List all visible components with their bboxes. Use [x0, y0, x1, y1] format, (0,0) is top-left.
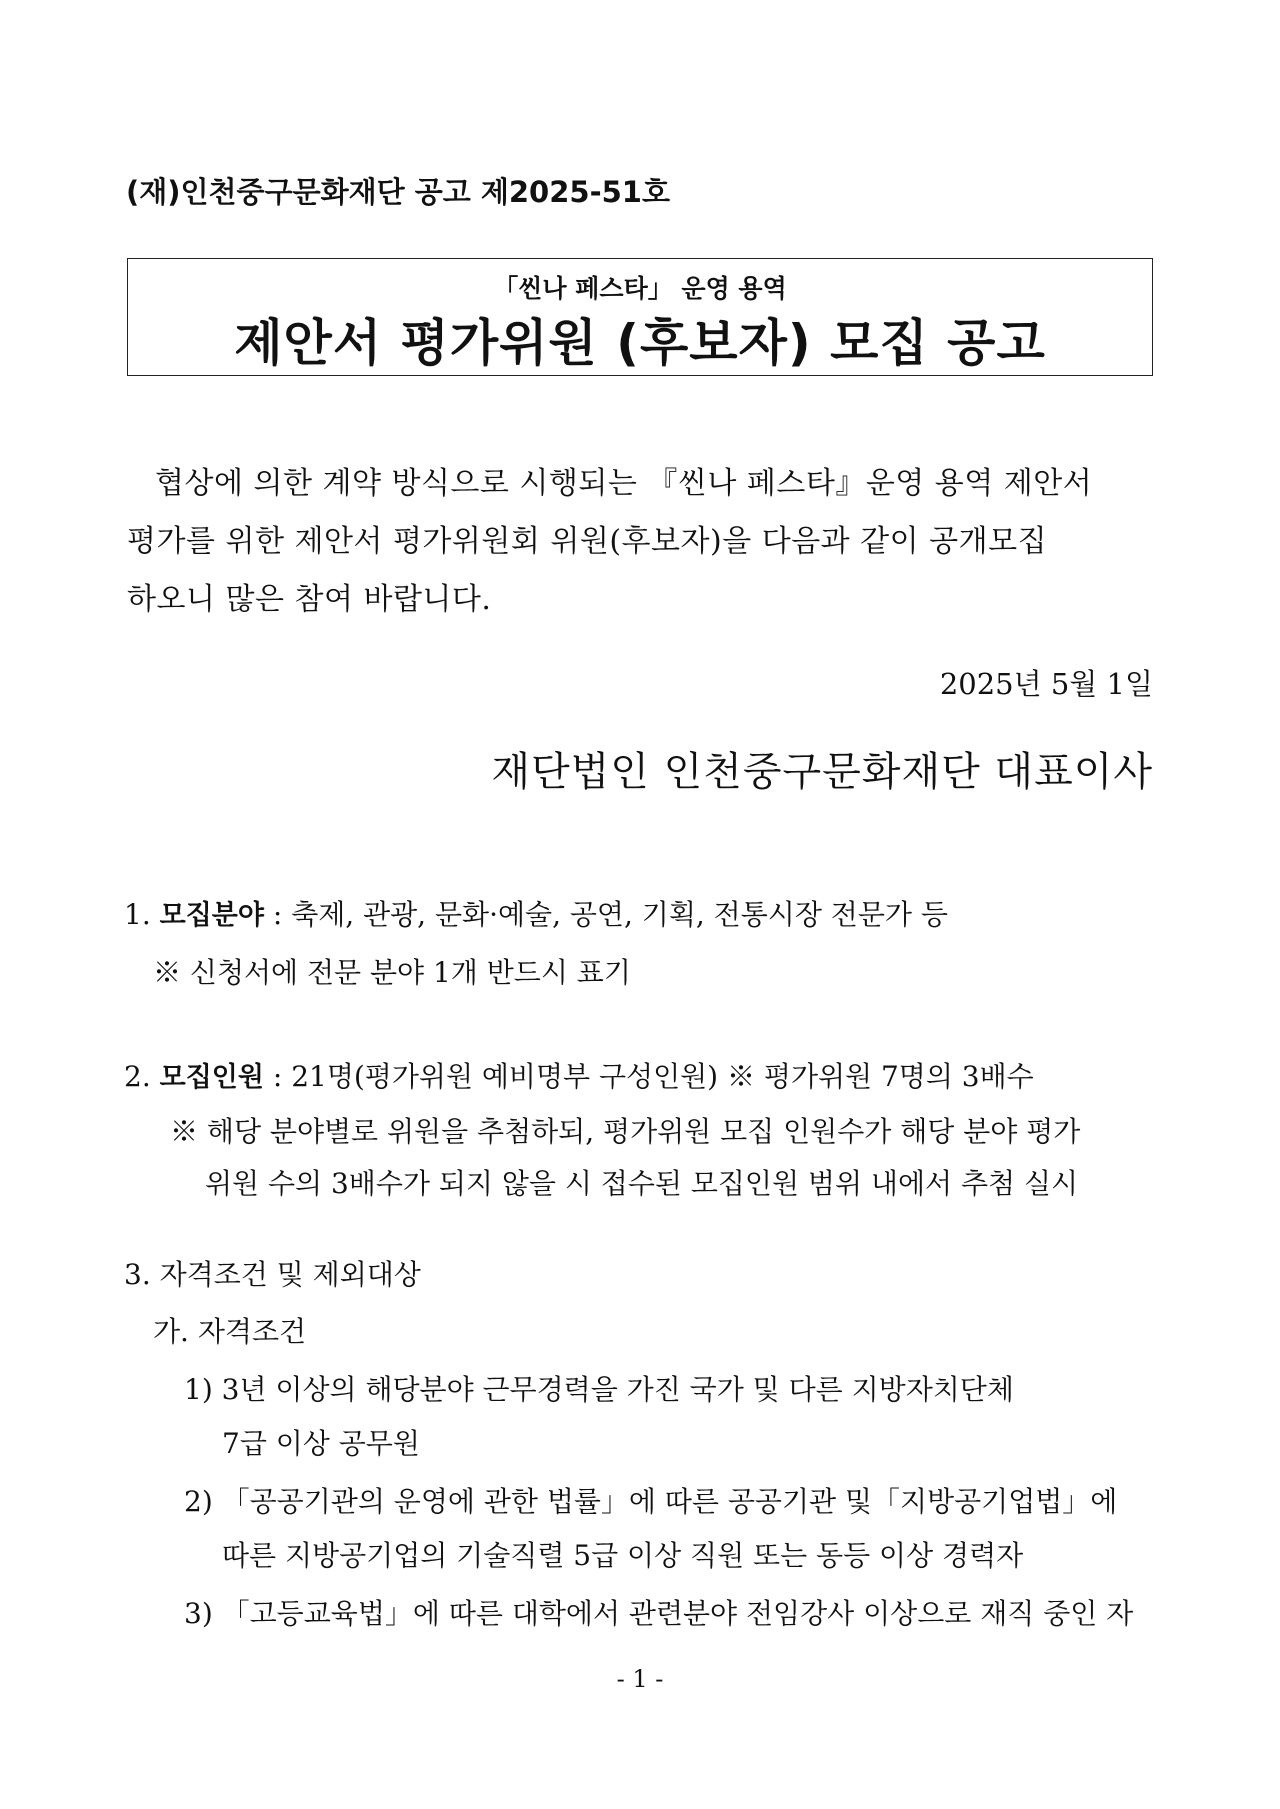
title-box — [127, 258, 1153, 376]
item-2-line-2: 따른 지방공기업의 기술직렬 5급 이상 직원 또는 동등 이상 경력자 — [222, 1539, 1024, 1572]
section-3-sub-a: 가. 자격조건 — [153, 1315, 307, 1348]
notice-number: (재)인천중구문화재단 공고 제2025-51호 — [126, 175, 670, 209]
page-title: 제안서 평가위원 (후보자) 모집 공고 — [234, 314, 1046, 372]
section-2 — [124, 1055, 1034, 1095]
page-number: - 1 - — [616, 1665, 664, 1693]
section-2-number: 2. — [124, 1060, 151, 1093]
section-2-body: : 21명(평가위원 예비명부 구성인원) ※ 평가위원 7명의 3배수 — [272, 1060, 1034, 1093]
section-2-heading: 모집인원 — [159, 1062, 264, 1093]
item-3-line-1: 3) 「고등교육법」에 따른 대학에서 관련분야 전임강사 이상으로 재직 중인 자 — [184, 1597, 1134, 1630]
section-1-note: ※ 신청서에 전문 분야 1개 반드시 표기 — [153, 956, 631, 989]
notice-date: 2025년 5월 1일 — [939, 667, 1153, 701]
intro-line-1: 협상에 의한 계약 방식으로 시행되는 『씬나 페스타』운영 용역 제안서 — [155, 466, 1093, 501]
subtitle: 「씬나 페스타」 운영 용역 — [493, 274, 787, 303]
intro-line-2: 평가를 위한 제안서 평가위원회 위원(후보자)을 다음과 같이 공개모집 — [127, 524, 1048, 559]
section-3-heading: 3. 자격조건 및 제외대상 — [124, 1258, 421, 1291]
section-1-number: 1. — [124, 898, 151, 931]
item-1-line-1: 1) 3년 이상의 해당분야 근무경력을 가진 국가 및 다른 지방자치단체 — [184, 1373, 1014, 1406]
section-1-body: : 축제, 관광, 문화·예술, 공연, 기획, 전통시장 전문가 등 — [272, 898, 948, 931]
intro-line-3: 하오니 많은 참여 바랍니다. — [127, 582, 492, 617]
section-2-note-1: ※ 해당 분야별로 위원을 추첨하되, 평가위원 모집 인원수가 해당 분야 평가 — [170, 1115, 1081, 1148]
section-1 — [124, 893, 948, 933]
section-1-heading: 모집분야 — [159, 900, 264, 931]
section-2-note-2: 위원 수의 3배수가 되지 않을 시 접수된 모집인원 범위 내에서 추첨 실시 — [205, 1167, 1079, 1200]
item-2-line-1: 2) 「공공기관의 운영에 관한 법률」에 따른 공공기관 및「지방공기업법」에 — [184, 1485, 1118, 1518]
issuer: 재단법인 인천중구문화재단 대표이사 — [491, 749, 1153, 795]
item-1-line-2: 7급 이상 공무원 — [222, 1427, 420, 1460]
